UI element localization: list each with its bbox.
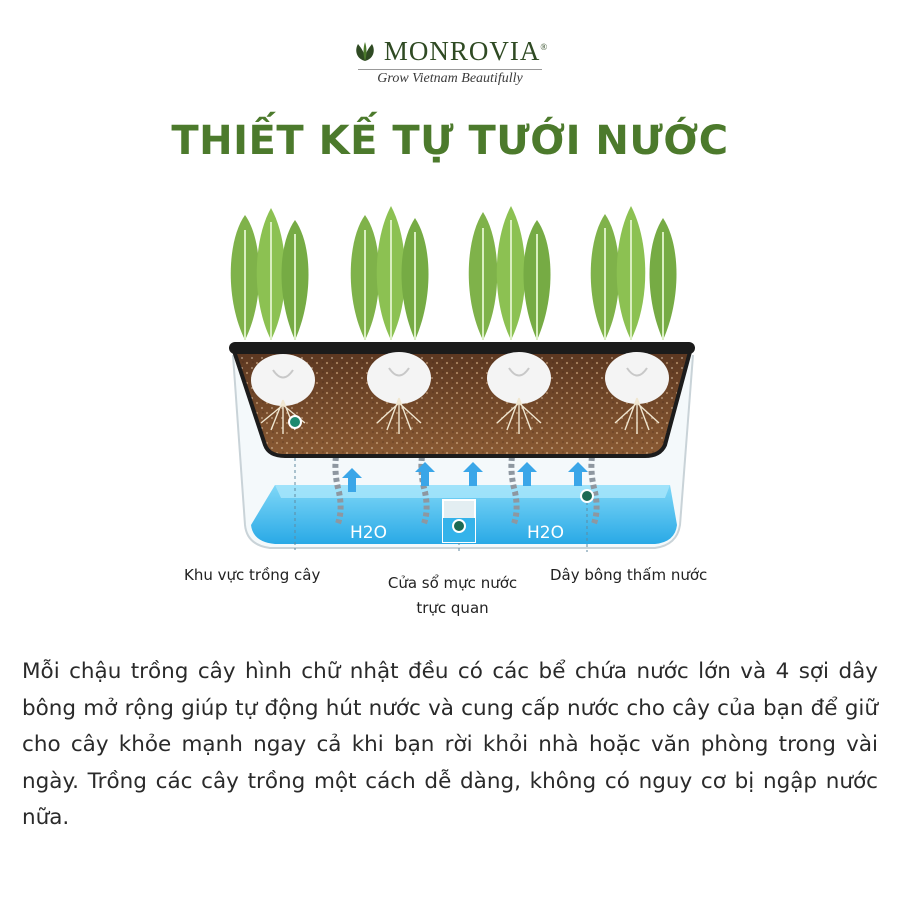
wick-marker — [581, 490, 593, 502]
water-label-right: H2O — [527, 523, 564, 543]
planting-area-marker — [289, 416, 301, 428]
page-title: THIẾT KẾ TỰ TƯỚI NƯỚC — [171, 118, 729, 164]
tagline: Grow Vietnam Beautifully — [377, 71, 523, 86]
label-planting-area: Khu vực trồng cây — [184, 566, 321, 584]
self-watering-diagram — [215, 200, 705, 560]
tagline-rule — [358, 69, 542, 70]
leaf-logo-icon — [352, 41, 378, 63]
plant-1 — [231, 208, 309, 340]
plant-2 — [351, 206, 429, 340]
description-paragraph: Mỗi chậu trồng cây hình chữ nhật đều có các bể chứa nước lớn và 4 sợi dây bông mở rộng giúp tự động hút nước và cung cấp nước cho cây của bạn để giữ cho cây khỏe mạnh ngay cả khi bạn rời khỏi nhà hoặc văn phòng trong vài ngày. Trồng các cây trồng một cách dễ dàng, không có nguy cơ bị ngập nước nữa. — [22, 659, 878, 830]
brand-name: MONROVIA® — [383, 36, 549, 66]
label-water-window: Cửa sổ mực nước trực quan — [387, 574, 518, 617]
plant-4 — [591, 206, 677, 340]
plants — [231, 206, 677, 340]
label-wick: Dây bông thấm nước — [550, 566, 708, 584]
water-level-window — [443, 500, 475, 542]
plant-3 — [469, 206, 551, 340]
logo — [0, 36, 900, 87]
water-label-left: H2O — [350, 523, 387, 543]
